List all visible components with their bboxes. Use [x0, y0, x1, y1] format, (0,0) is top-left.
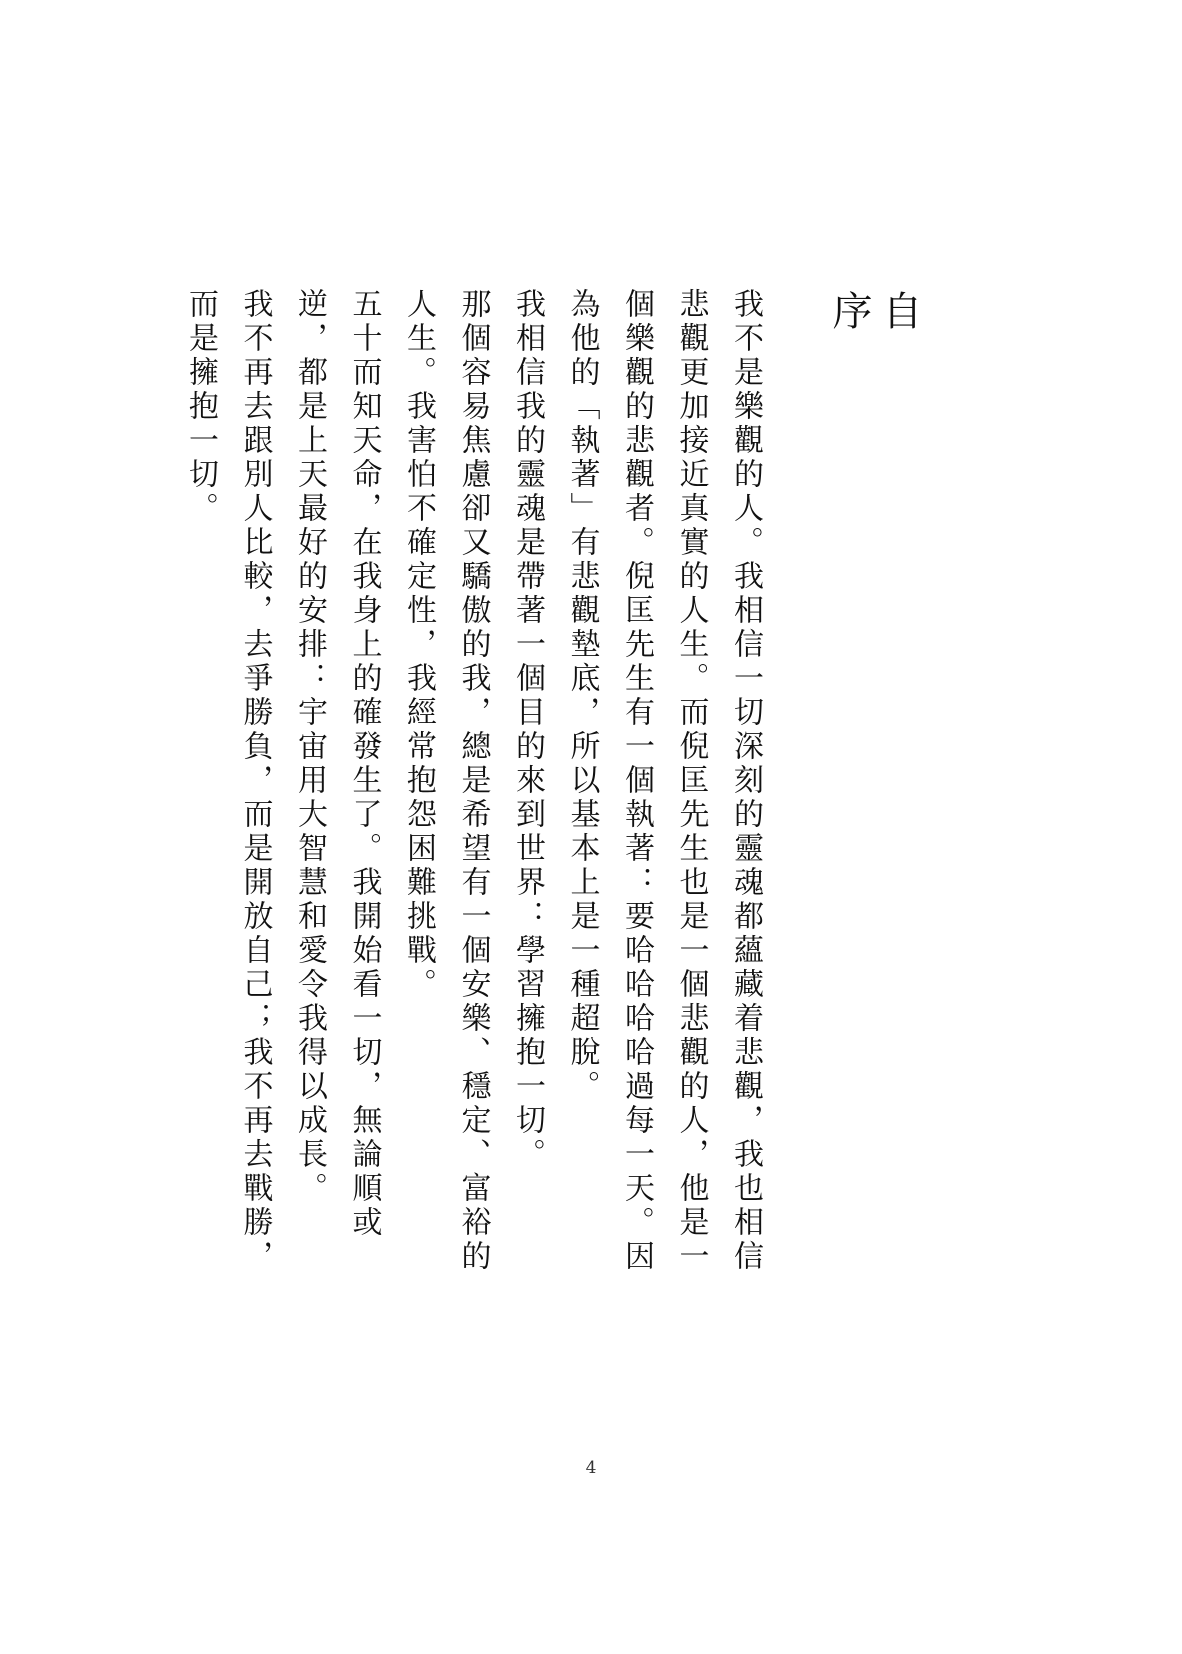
page-number: 4 — [585, 1458, 597, 1478]
paragraph-2: 我相信我的靈魂是帶著一個目的來到世界：學習擁抱一切。 — [510, 288, 545, 1172]
paragraph-5: 我不再去跟別人比較，去爭勝負，而是開放自己；我不再去戰勝，而是擁抱一切。 — [183, 288, 273, 1274]
paragraph-3: 那個容易焦慮卻又驕傲的我，總是希望有一個安樂、穩定、富裕的人生。我害怕不確定性，我經常抱怨困難挑戰。 — [401, 288, 491, 1274]
page-title: 自序 — [826, 290, 922, 336]
paragraph-4: 五十而知天命，在我身上的確發生了。我開始看一切，無論順或逆，都是上天最好的安排：宇宙用大智慧和愛令我得以成長。 — [292, 288, 382, 1240]
paragraph-1: 我不是樂觀的人。我相信一切深刻的靈魂都蘊藏着悲觀，我也相信悲觀更加接近真實的人生。而倪匡先生也是一個悲觀的人，他是一個樂觀的悲觀者。倪匡先生有一個執著：要哈哈哈哈過每一天。因為他的「執著」有悲觀墊底，所以基本上是一種超脫。 — [564, 288, 763, 1274]
body-text — [132, 288, 772, 1288]
